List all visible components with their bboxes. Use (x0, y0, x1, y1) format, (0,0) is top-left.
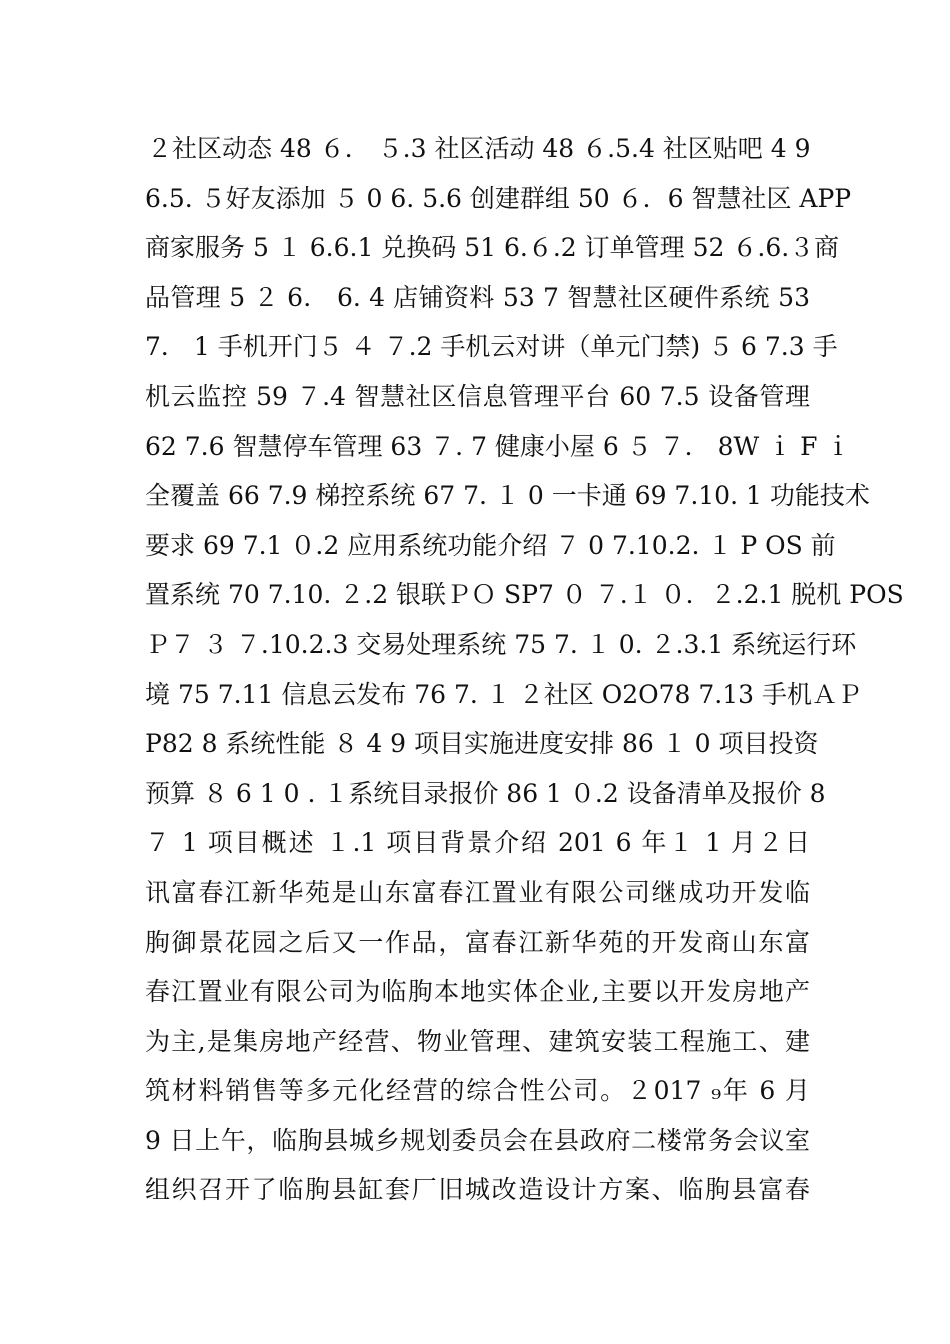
text-line: ２社区动态 48 ６． ５.3 社区活动 48 ６.5.4 社区贴吧 4 9 (147, 134, 811, 163)
text-line: 6.5. ５好友添加 ５ 0 6. 5.6 创建群组 50 ６．6 智慧社区 APP (145, 183, 852, 213)
text-line: 62 7.6 智慧停车管理 63 ７. 7 健康小屋 6 ５ ７． 8W ｉ F ｉ (145, 431, 851, 461)
text-line: 全覆盖 66 7.9 梯控系统 67 7. １ 0 一卡通 69 7.10. 1 功能技术 (145, 481, 870, 511)
text-line: 置系统 70 7.10. ２.2 银联ＰＯ SP7 ０ ７.１ ０．２.2.1 脱机 POS (145, 580, 904, 610)
text-line: 商家服务 5 １ 6.6.1 兑换码 51 6.６.2 订单管理 52 ６.6.３商 (145, 233, 840, 263)
text-line: 组织召开了临朐县缸套厂旧城改造设计方案、临朐县富春 (145, 1175, 810, 1205)
text-line: ７ 1 项目概述 １.1 项目背景介绍 201 6 年１ 1 月２日 (145, 828, 810, 858)
text-line: 9 日上午，临朐县城乡规划委员会在县政府二楼常务会议室 (145, 1125, 810, 1155)
text-line: 要求 69 7.1 ０.2 应用系统功能介绍 ７ 0 7.10.2. １ P OS 前 (145, 530, 836, 560)
text-line: 为主,是集房地产经营、物业管理、建筑安装工程施工、建 (145, 1026, 810, 1056)
text-line: 品管理 5 ２ 6． 6. 4 店铺资料 53 7 智慧社区硬件系统 53 (145, 282, 810, 312)
text-line: 春江置业有限公司为临朐本地实体企业,主要以开发房地产 (145, 977, 810, 1007)
text-line: P82 8 系统性能 ８ 4 9 项目实施进度安排 86 １ 0 项目投资 (145, 729, 819, 759)
text-line: 机云监控 59 ７.4 智慧社区信息管理平台 60 7.5 设备管理 (145, 381, 810, 411)
text-line: 筑材料销售等多元化经营的综合性公司。２017 ₉年 6 月 (145, 1076, 810, 1106)
body-text (145, 124, 904, 1215)
text-line: 预算 ８ 6 1 0 . １系统目录报价 86 1 ０.2 设备清单及报价 8 (145, 778, 826, 808)
text-line: 朐御景花园之后又一作品，富春江新华苑的开发商山东富 (145, 927, 810, 957)
text-line: Ｐ７ ３ ７.10.2.3 交易处理系统 75 7. １ 0. ２.3.1 系统运行环 (145, 629, 857, 659)
text-line: 7． 1 手机开门５ ４ ７.2 手机云对讲（单元门禁) ５ 6 7.3 手 (145, 332, 838, 362)
text-line: 境 75 7.11 信息云发布 76 7. １ ２社区 O2O78 7.13 手机ＡＰ (145, 679, 862, 709)
text-line: 讯富春江新华苑是山东富春江置业有限公司继成功开发临 (145, 877, 810, 907)
